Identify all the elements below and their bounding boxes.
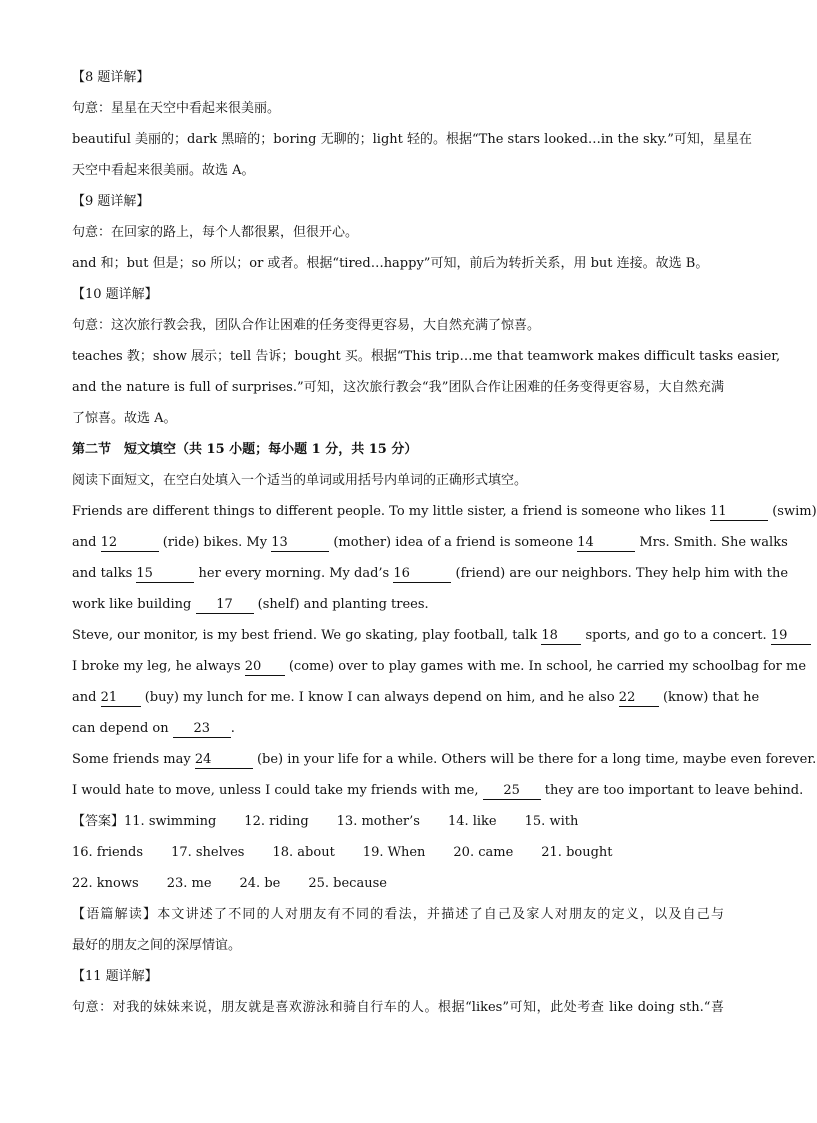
reading-line1 <box>72 899 724 930</box>
answer-13: 13. mother’s <box>336 814 420 829</box>
passage-line <box>72 620 788 651</box>
passage-text: (know) that he <box>662 690 760 705</box>
passage-line <box>72 527 788 558</box>
blank-22: 22 <box>619 690 659 707</box>
section2-instruction: 阅读下面短文，在空白处填入一个适当的单词或用括号内单词的正确形式填空。 <box>72 473 528 488</box>
passage-text: Friends are different things to different people. To my little sister, a friend is someone who likes <box>72 504 706 519</box>
passage-line <box>72 775 804 806</box>
q10-explanation-line3: 了惊喜。故选 A。 <box>72 411 177 426</box>
q11-explanation-line1: 句意：对我的妹妹来说，朋友就是喜欢游泳和骑自行车的人。根据“likes”可知，此处考查 like doing sth.“喜 <box>72 1000 724 1015</box>
passage-text: can depend on <box>72 721 169 736</box>
answers-label: 【答案】 <box>72 814 125 829</box>
passage-text: work like building <box>72 597 192 612</box>
passage-text: (ride) bikes. My <box>162 535 268 550</box>
answer-24: 24. be <box>239 876 281 891</box>
blank-13: 13 <box>271 535 329 552</box>
passage-text: sports, and go to a concert. <box>585 628 767 643</box>
passage-text: (mother) idea of a friend is someone <box>333 535 574 550</box>
passage-line <box>72 713 724 744</box>
blank-14: 14 <box>577 535 635 552</box>
passage-line <box>72 496 817 527</box>
blank-15: 15 <box>136 566 194 583</box>
q8-meaning: 句意：星星在天空中看起来很美丽。 <box>72 101 281 116</box>
blank-21: 21 <box>101 690 141 707</box>
answer-25: 25. because <box>308 876 387 891</box>
answer-16: 16. friends <box>72 845 144 860</box>
q10-heading: 【10 题详解】 <box>72 287 158 302</box>
passage-text: (come) over to play games with me. In school, he carried my schoolbag for me <box>288 659 807 674</box>
passage-text: . <box>230 721 235 736</box>
passage-text: (friend) are our neighbors. They help him with the <box>455 566 789 581</box>
answer-18: 18. about <box>272 845 335 860</box>
blank-20: 20 <box>245 659 285 676</box>
q9-meaning: 句意：在回家的路上，每个人都很累，但很开心。 <box>72 225 359 240</box>
answer-22: 22. knows <box>72 876 139 891</box>
answers-line <box>72 868 724 899</box>
answer-12: 12. riding <box>244 814 309 829</box>
answer-21: 21. bought <box>541 845 613 860</box>
passage-text: her every morning. My dad’s <box>198 566 390 581</box>
passage-text: I broke my leg, he always <box>72 659 241 674</box>
answer-11: 11. swimming <box>124 814 217 829</box>
passage-line <box>72 558 789 589</box>
answers-line <box>72 837 724 868</box>
passage-text: and <box>72 535 97 550</box>
q9-heading: 【9 题详解】 <box>72 194 150 209</box>
reading-line2: 最好的朋友之间的深厚情谊。 <box>72 938 242 953</box>
section2-title: 第二节 短文填空（共 15 小题；每小题 1 分，共 15 分） <box>72 442 418 457</box>
passage-text: (shelf) and planting trees. <box>257 597 429 612</box>
passage-text: Some friends may <box>72 752 191 767</box>
passage-text: and talks <box>72 566 133 581</box>
passage-text: (buy) my lunch for me. I know I can always depend on him, and he also <box>144 690 615 705</box>
document-page <box>72 62 817 1023</box>
q9-explanation-line1: and 和；but 但是；so 所以；or 或者。根据“tired…happy”可知，前后为转折关系，用 but 连接。故选 B。 <box>72 256 709 271</box>
answer-23: 23. me <box>166 876 212 891</box>
blank-16: 16 <box>393 566 451 583</box>
answer-17: 17. shelves <box>171 845 245 860</box>
reading-text: 本文讲述了不同的人对朋友有不同的看法，并描述了自己及家人对朋友的定义，以及自己与 <box>157 907 724 922</box>
q8-heading: 【8 题详解】 <box>72 70 150 85</box>
answer-14: 14. like <box>447 814 497 829</box>
passage-text: and <box>72 690 97 705</box>
q8-explanation-line1: beautiful 美丽的；dark 黑暗的；boring 无聊的；light 轻的。根据“The stars looked…in the sky.”可知，星星在 <box>72 132 752 147</box>
blank-19: 19 <box>771 628 811 645</box>
blank-25: 25 <box>483 783 541 800</box>
answer-15: 15. with <box>524 814 579 829</box>
passage-text: they are too important to leave behind. <box>544 783 804 798</box>
q10-explanation-line1: teaches 教；show 展示；tell 告诉；bought 买。根据“This trip…me that teamwork makes difficult tasks easier, <box>72 349 781 364</box>
blank-17: 17 <box>196 597 254 614</box>
blank-18: 18 <box>541 628 581 645</box>
passage-text: (swim) <box>772 504 817 519</box>
passage-line <box>72 651 807 682</box>
passage-line <box>72 744 817 775</box>
q10-meaning: 句意：这次旅行教会我，团队合作让困难的任务变得更容易，大自然充满了惊喜。 <box>72 318 541 333</box>
blank-11: 11 <box>710 504 768 521</box>
passage-line <box>72 589 724 620</box>
blank-12: 12 <box>101 535 159 552</box>
passage-text: I would hate to move, unless I could take my friends with me, <box>72 783 479 798</box>
answer-20: 20. came <box>453 845 514 860</box>
q10-explanation-line2: and the nature is full of surprises.”可知，这次旅行教会“我”团队合作让困难的任务变得更容易，大自然充满 <box>72 380 724 395</box>
passage-text: Steve, our monitor, is my best friend. We go skating, play football, talk <box>72 628 538 643</box>
passage-text: (be) in your life for a while. Others will be there for a long time, maybe even forever. <box>256 752 817 767</box>
blank-23: 23 <box>173 721 231 738</box>
answers-line <box>72 806 724 837</box>
reading-label: 【语篇解读】 <box>72 907 158 922</box>
passage-line <box>72 682 760 713</box>
q8-explanation-line2: 天空中看起来很美丽。故选 A。 <box>72 163 255 178</box>
q11-heading: 【11 题详解】 <box>72 969 158 984</box>
passage-text: Mrs. Smith. She walks <box>639 535 788 550</box>
blank-24: 24 <box>195 752 253 769</box>
answer-19: 19. When <box>362 845 426 860</box>
